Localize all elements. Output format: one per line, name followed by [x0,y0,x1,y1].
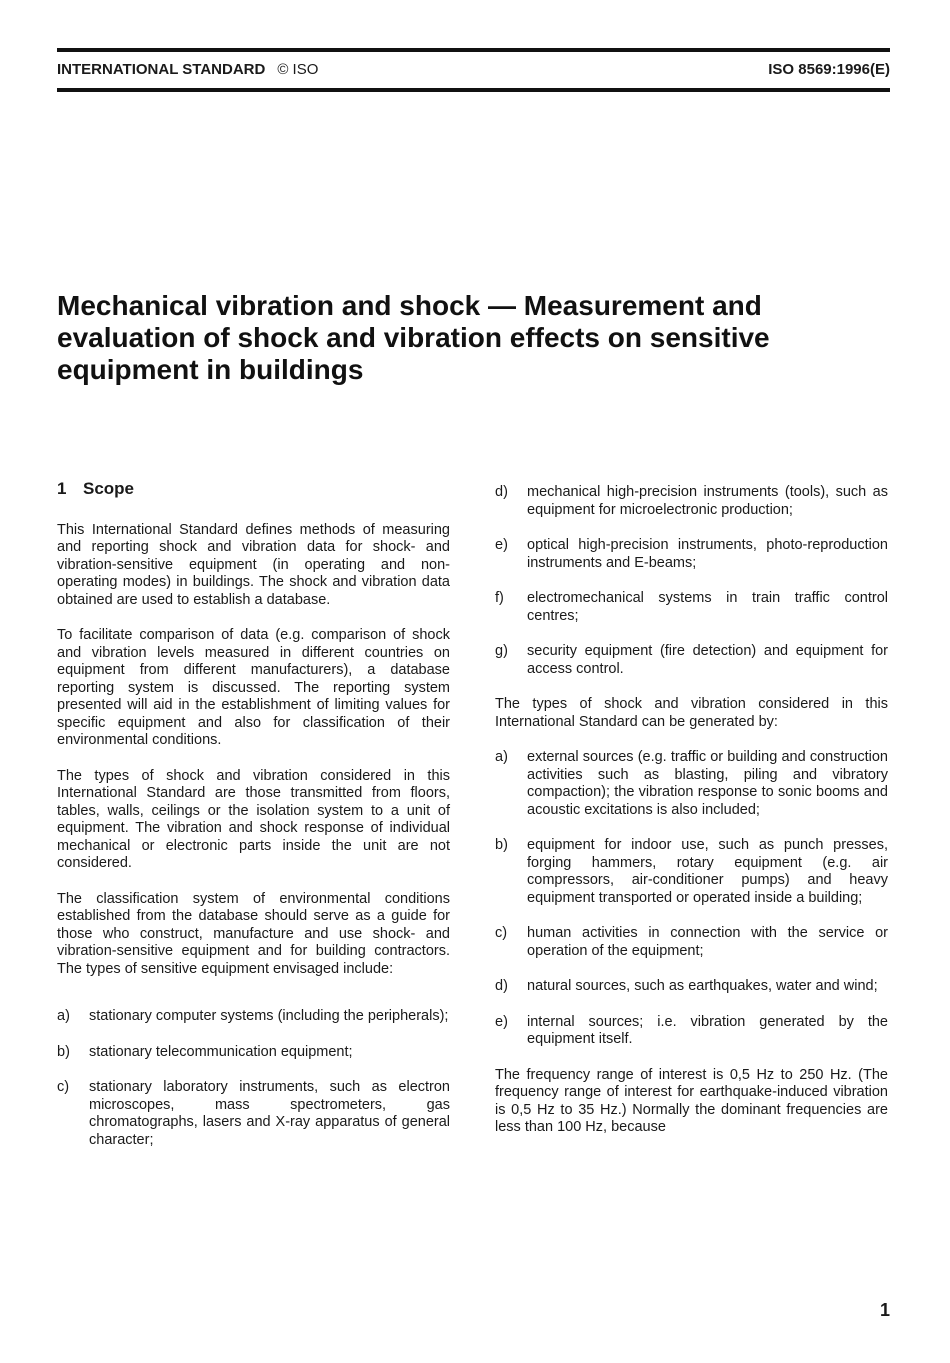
frequency-paragraph: The frequency range of interest is 0,5 Hz to 250 Hz. (The frequency range of interest for earthquake-induced vibration is 0,5 Hz to 35 Hz.) Normally the dominant frequencies are less than 100 Hz, because [495,1066,888,1135]
header-left [57,61,318,78]
scope-paragraph: To facilitate comparison of data (e.g. comparison of shock and vibration levels measured in different countries on equipment from different manufacturers), a database reporting system is discussed. The reporting system presented will aid in the establishment of limiting values for specific equipment and also for classification of their environmental conditions. [57,627,450,748]
sources-list-item [495,925,888,960]
section-number: 1 [57,479,67,498]
list-marker: b) [495,837,508,853]
list-text: stationary telecommunication equipment; [89,1043,353,1060]
list-marker: d) [495,484,508,500]
scope-paragraph: The classification system of environmental conditions established from the database should serve as a guide for those who construct, manufacture and use shock- and vibration-sensitive equipment and for building contractors. The types of sensitive equipment envisaged include: [57,890,450,977]
scope-paragraph: This International Standard defines methods of measuring and reporting shock and vibration data for shock- and vibration-sensitive equipment (in operating and non-operating modes) in buildings. The shock and vibration data obtained are used to establish a database. [57,521,450,608]
section-title: Scope [83,479,135,498]
list-text: security equipment (fire detection) and equipment for access control. [527,643,888,677]
list-text: stationary laboratory instruments, such as electron microscopes, mass spectrometers, gas chromatographs, lasers and X-ray apparatus of general character; [89,1079,450,1148]
list-text: natural sources, such as earthquakes, water and wind; [527,978,878,994]
list-text: optical high-precision instruments, photo-reproduction instruments and E-beams; [527,537,888,571]
equipment-list-item [57,1008,450,1026]
list-text: human activities in connection with the service or operation of the equipment; [527,925,888,959]
sources-list-item [495,837,888,907]
sources-intro-paragraph: The types of shock and vibration considered in this International Standard can be generated by: [495,696,888,730]
page-number: 1 [879,1300,890,1320]
document-number: ISO 8569:1996(E) [768,60,890,78]
equipment-list-item [495,590,888,625]
equipment-list-item [57,1044,450,1062]
scope-paragraph: The types of shock and vibration considered in this International Standard are those transmitted from floors, tables, walls, ceilings or the isolation system to a unit of equipment. The vibration and shock response of individual mechanical or electronic parts inside the unit are not considered. [57,767,450,871]
list-text: internal sources; i.e. vibration generated by the equipment itself. [527,1013,888,1047]
equipment-list-item [57,1079,450,1149]
list-marker: b) [57,1043,70,1060]
page-header [57,52,890,86]
header-bottom-rule [57,88,890,92]
list-marker: d) [495,978,508,994]
equipment-list-item [495,537,888,572]
sources-list-item [495,1014,888,1049]
list-marker: a) [495,749,508,765]
sources-list-item [495,978,888,996]
left-column [57,480,450,1167]
document-title: Mechanical vibration and shock — Measurement and evaluation of shock and vibration effects on sensitive equipment in buildings [57,290,770,385]
list-marker: e) [495,537,508,553]
right-column [495,484,888,1155]
list-marker: c) [57,1079,70,1095]
list-marker: e) [495,1013,508,1030]
equipment-list-item [495,484,888,519]
equipment-list-item [495,643,888,678]
list-text: mechanical high-precision instruments (tools), such as equipment for microelectronic production; [527,484,888,518]
list-text: electromechanical systems in train traffic control centres; [527,590,888,624]
standard-type-label: INTERNATIONAL STANDARD [57,60,266,78]
list-marker: a) [57,1008,70,1024]
list-marker: c) [495,925,508,941]
list-text: equipment for indoor use, such as punch presses, forging hammers, rotary equipment (e.g. air compressors, air-conditioner pumps) and heavy equipment transported or operated inside a building; [527,837,888,906]
section-heading [57,480,450,498]
sources-list-item [495,749,888,819]
list-text: external sources (e.g. traffic or building and construction activities such as blasting, piling and vibratory compaction); the vibration response to sonic booms and acoustic excitations is also included; [527,749,888,818]
list-marker: f) [495,590,504,606]
copyright-label: © ISO [277,60,319,78]
list-text: stationary computer systems (including the peripherals); [89,1008,449,1024]
list-marker: g) [495,643,508,659]
